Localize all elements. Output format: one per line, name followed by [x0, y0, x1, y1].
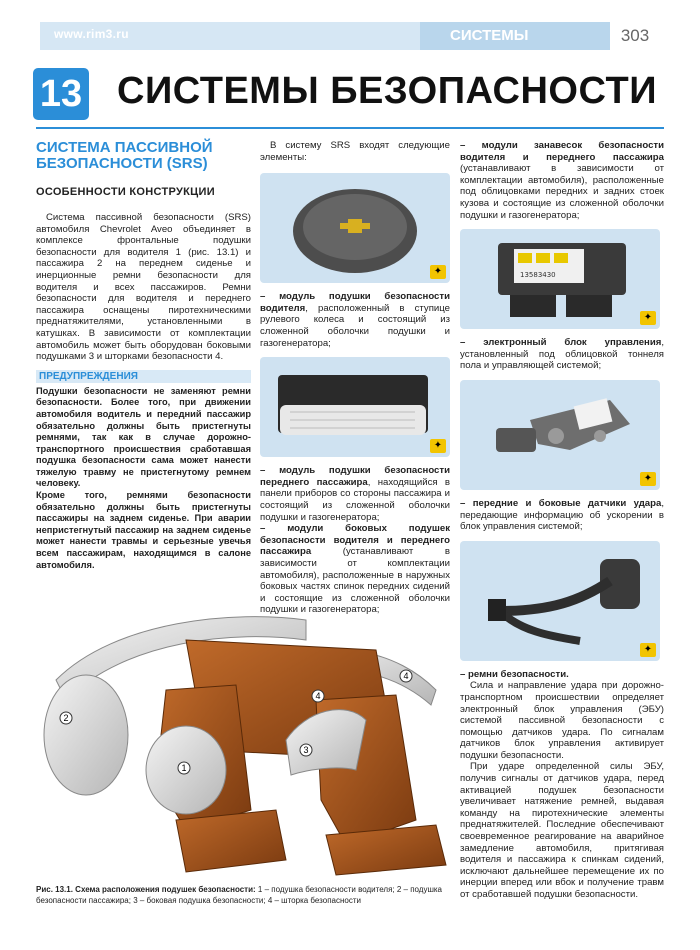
crash-sensor-illustration — [460, 380, 660, 490]
warning-text-1: Подушки безопасности не заменяют ремни безопасности. Более того, при движении автомобиля водитель и передний пассажир обязательно должны быть пристегнуты ремнями, так как в случае дорожно-транспортного происшествия сработавшая подушка безопасности сама может нанести тяжелую травму не пристегнутому ремнем человеку. — [36, 385, 251, 489]
pretensioner-paragraph: При ударе определенной силы ЭБУ, получив сигналы от датчиков удара, перед активацией подушек безопасности увеличивает натяжение ремней, выдавая команду на пиротехнические элементы преднатяжителей. Последние обеспечивают своевременное реагирование на аварийное замедление автомобиля, притягивая водителя и пассажира к спинкам сидений, исключают дальнейшее перемещение их по инерции вперед или вбок и получение травм от сработавшей подушки безопасности. — [460, 761, 664, 900]
seatbelt-photo — [460, 541, 660, 661]
wrench-icon: ✦ — [640, 472, 656, 486]
crash-sensor-photo — [460, 380, 660, 490]
airbag-layout-figure — [36, 600, 461, 880]
srs-item-6: – передние и боковые датчики удара, передающие информацию об ускорении в блок управления системой; — [460, 497, 664, 533]
ecu-label: 13583430 — [520, 271, 556, 280]
ecu-photo — [460, 229, 660, 329]
wrench-icon: ✦ — [430, 439, 446, 453]
header-bar — [40, 22, 660, 72]
callout-4b: 4 — [403, 671, 409, 681]
section-heading: СИСТЕМА ПАССИВНОЙ БЕЗОПАСНОСТИ (SRS) — [36, 139, 213, 172]
middle-column — [260, 140, 450, 616]
wrench-icon: ✦ — [640, 643, 656, 657]
chapter-number: 13 — [33, 68, 89, 120]
figure-caption: Рис. 13.1. Схема расположения подушек безопасности: 1 – подушка безопасности водителя; 2 – подушка безопасности пассажира; 3 – боковая подушка безопасности; 4 – шторка безопасности — [36, 885, 443, 905]
callout-1: 1 — [181, 763, 187, 773]
section-title: СИСТЕМЫ БЕЗОПАСНОСТИ — [420, 22, 650, 50]
callout-2: 2 — [63, 713, 69, 723]
wrench-icon: ✦ — [640, 311, 656, 325]
page-number: 303 — [610, 22, 660, 50]
seats-airbags-illustration — [36, 600, 461, 880]
seatbelt-illustration — [460, 541, 660, 661]
warning-heading: ПРЕДУПРЕЖДЕНИЯ — [36, 370, 251, 383]
srs-item-1: – модуль подушки безопасности водителя, расположенный в ступице рулевого колеса и состоящий из сложенной оболочки подушки и газогенератора; — [260, 291, 450, 349]
steering-airbag-illustration — [260, 173, 450, 283]
left-column — [36, 140, 251, 571]
intro-paragraph: Система пассивной безопасности (SRS) автомобиля Chevrolet Aveo объединяет в комплексе фронтальные подушки безопасности для водителя 1 (рис. 13.1) и пассажира 2 на переднем сиденье и инерционные ремни безопасности для водителя и всех пассажиров. Ремни безопасности для водителя и переднего пассажира оснащены пиротехническими преднатяжителями, установленными в катушках. В зависимости от комплектации автомобиль может быть оборудован боковыми подушками 3 и шторками безопасности 4. — [36, 212, 251, 363]
srs-item-2: – модуль подушки безопасности переднего пассажира, находящийся в панели приборов со стороны пассажира и состоящий из сложенной оболочки подушки и газогенератора; — [260, 465, 450, 523]
site-url[interactable]: www.rim3.ru — [54, 27, 129, 41]
chapter-title: СИСТЕМЫ БЕЗОПАСНОСТИ — [117, 70, 658, 112]
right-column — [460, 140, 664, 901]
srs-item-3: – модули боковых подушек безопасности водителя и переднего пассажира (устанавливают в зависимости от комплектации автомобиля), расположенные в наружных боковых частях спинок передних сидений и состоящие из сложенной оболочки подушки и газогенератора; — [260, 523, 450, 616]
front-cushion-left — [176, 810, 286, 872]
srs-elements-intro: В систему SRS входят следующие элементы: — [260, 140, 450, 163]
passenger-airbag-photo — [260, 357, 450, 457]
wrench-icon: ✦ — [430, 265, 446, 279]
passenger-airbag-shape — [44, 675, 128, 795]
subheading: ОСОБЕННОСТИ КОНСТРУКЦИИ — [36, 186, 215, 198]
warning-text-2: Кроме того, ремнями безопасности обязательно должны быть пристегнуты пассажиры на заднем сиденье. При аварии непристегнутый пассажир на заднем сиденье может нанести травмы и серьезные увечья всем пассажирам, находящимся в салоне автомобиля. — [36, 490, 251, 570]
title-divider — [36, 127, 664, 129]
srs-item-5: – электронный блок управления, установленный под облицовкой тоннеля пола и управляющей системой; — [460, 337, 664, 372]
callout-4a: 4 — [315, 691, 321, 701]
srs-item-7: – ремни безопасности. — [460, 668, 569, 680]
srs-item-4: – модули занавесок безопасности водителя и переднего пассажира (устанавливают в зависимости от комплектации автомобиля), расположенные под облицовками передних и задних стоек кузова и состоящие из сложенной оболочки подушки и газогенератора; — [460, 140, 664, 221]
callout-3: 3 — [303, 745, 309, 755]
driver-airbag-photo — [260, 173, 450, 283]
passenger-airbag-illustration — [260, 357, 450, 457]
impact-paragraph: Сила и направление удара при дорожно-транспортном происшествии определяет электронный блок управления (ЭБУ) системой пассивной безопасности с помощью датчиков удара. По сигналам датчиков блок управления активирует подушки безопасности. — [460, 680, 664, 761]
ecu-illustration — [460, 229, 660, 329]
